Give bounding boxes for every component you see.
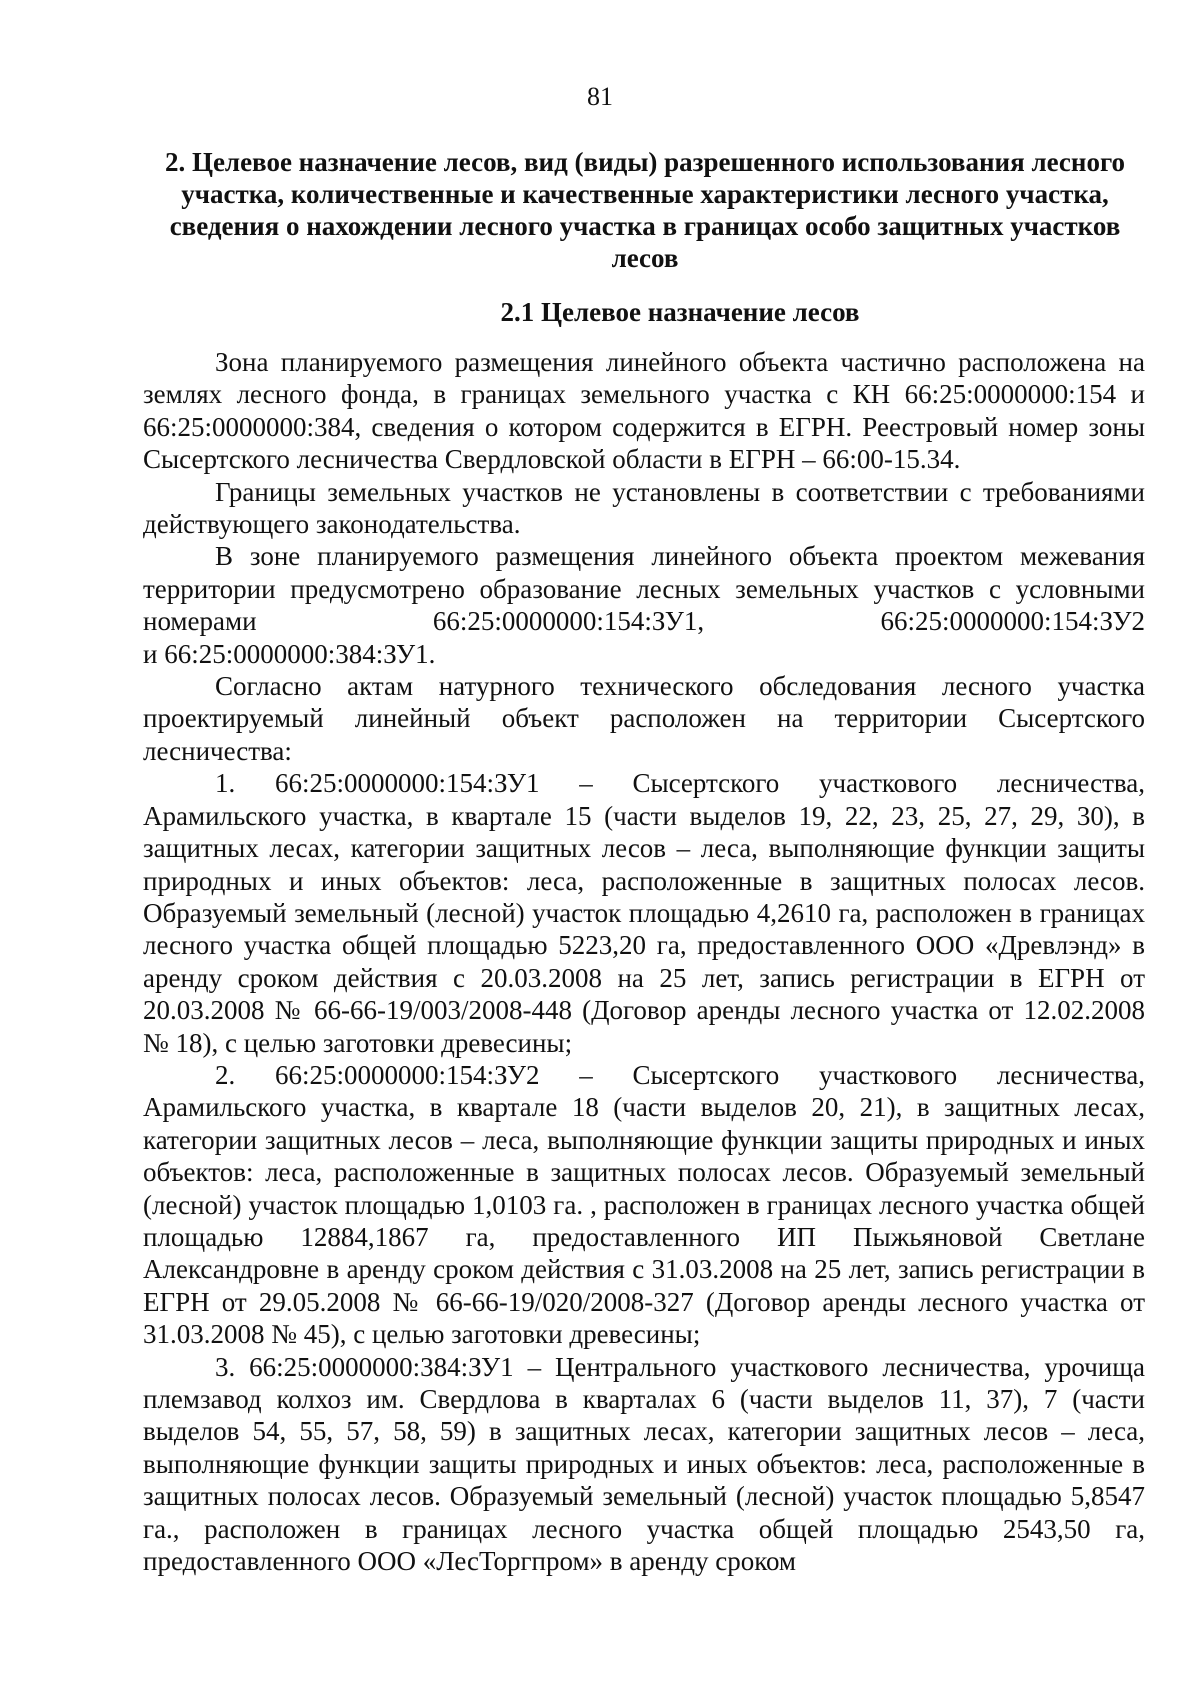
list-item: 1. 66:25:0000000:154:ЗУ1 – Сысертского участкового лесничества, Арамильского участка, в квартале 15 (части выделов 19, 22, 23, 25, 27, 29, 30), в защитных лесах, категории защитных лесов – леса, выполняющие функции защиты природных и иных объектов: леса, расположенные в защитных полосах лесов. Образуемый земельный (лесной) участок площадью 4,2610 га, расположен в границах лесного участка общей площадью 5223,20 га, предоставленного ООО «Древлэнд» в аренду сроком действия с 20.03.2008 на 25 лет, запись регистрации в ЕГРН от 20.03.2008 № 66-66-19/003/2008-448 (Договор аренды лесного участка от 12.02.2008 № 18), с целью заготовки древесины;	[143, 768, 1145, 1058]
subsection-title: 2.1 Целевое назначение лесов	[500, 297, 860, 327]
paragraph-plot-numbers: В зоне планируемого размещения линейного объекта проектом межевания территории предусмотрено образование лесных земельных участков с условными номерами 66:25:0000000:154:ЗУ1, 66:25:0000000:154:ЗУ2	[143, 541, 1145, 637]
body-text	[143, 346, 1145, 1577]
page-number: 81	[587, 82, 613, 111]
paragraph-plot-numbers-tail: и 66:25:0000000:384:ЗУ1.	[143, 638, 436, 669]
list-item: 3. 66:25:0000000:384:ЗУ1 – Центрального участкового лесничества, урочища племзавод колхоз им. Свердлова в кварталах 6 (части выделов 11, 37), 7 (части выделов 54, 55, 57, 58, 59) в защитных лесах, категории защитных лесов – леса, выполняющие функции защиты природных и иных объектов: леса, расположенные в защитных полосах лесов. Образуемый земельный (лесной) участок площадью 5,8547 га., расположен в границах лесного участка общей площадью 2543,50 га, предоставленного ООО «ЛесТоргпром» в аренду сроком	[143, 1351, 1145, 1577]
paragraph-boundaries: Границы земельных участков не установлены в соответствии с требованиями действующего законодательства.	[143, 476, 1145, 540]
paragraph-zone-location: Зона планируемого размещения линейного объекта частично расположена на землях лесного фонда, в границах земельного участка с КН 66:25:0000000:154 и 66:25:0000000:384, сведения о котором содержится в ЕГРН. Реестровый номер зоны Сысертского лесничества Свердловской области в ЕГРН – 66:00-15.34.	[143, 347, 1145, 475]
paragraph-survey-acts: Согласно актам натурного технического обследования лесного участка проектируемый линейный объект расположен на территории Сысертского лесничества:	[143, 671, 1145, 766]
list-item: 2. 66:25:0000000:154:ЗУ2 – Сысертского участкового лесничества, Арамильского участка, в квартале 18 (части выделов 20, 21), в защитных лесах, категории защитных лесов – леса, выполняющие функции защиты природных и иных объектов: леса, расположенные в защитных полосах лесов. Образуемый земельный (лесной) участок площадью 1,0103 га. , расположен в границах лесного участка общей площадью 12884,1867 га, предоставленного ИП Пыжьяновой Светлане Александровне в аренду сроком действия с 31.03.2008 на 25 лет, запись регистрации в ЕГРН от 29.05.2008 № 66-66-19/020/2008-327 (Договор аренды лесного участка от 31.03.2008 № 45), с целью заготовки древесины;	[143, 1059, 1145, 1350]
section-title: 2. Целевое назначение лесов, вид (виды) разрешенного использования лесного участка, количественные и качественные характеристики лесного участка, сведения о нахождении лесного участка в границах особо защитных участков лесов	[164, 147, 1126, 273]
